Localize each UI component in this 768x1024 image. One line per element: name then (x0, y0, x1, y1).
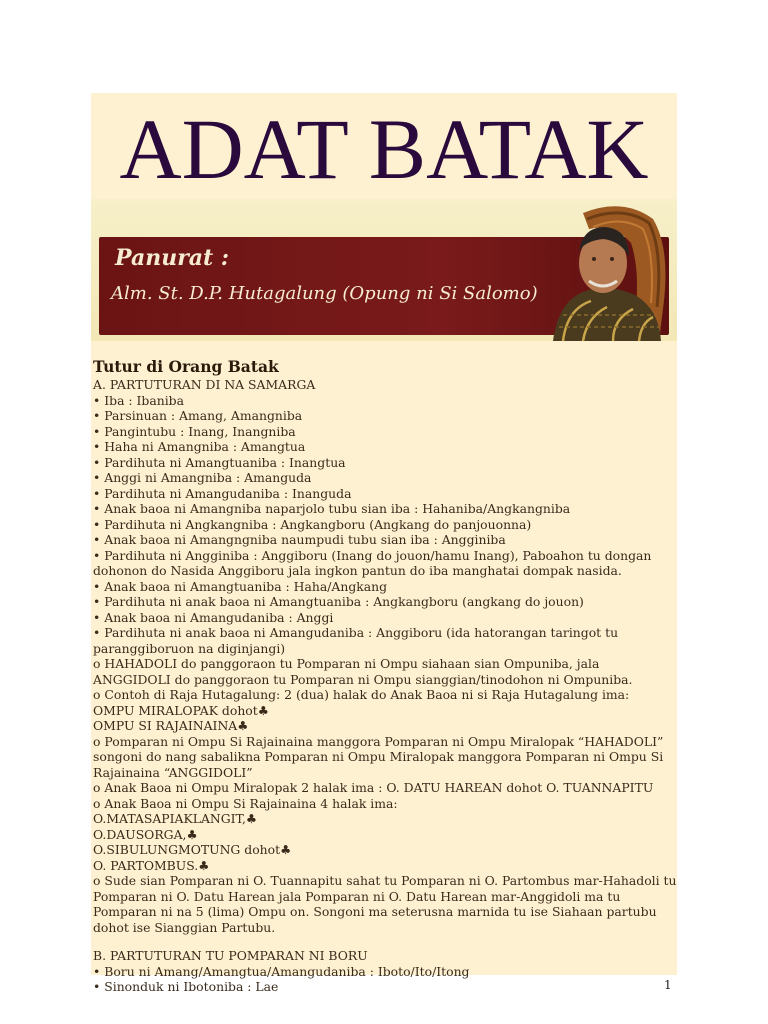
author-banner (91, 199, 677, 341)
list-item: • Haha ni Amangniba : Amangtua (93, 439, 306, 454)
list-item: o HAHADOLI do panggoraon tu Pomparan ni Ompu siahaan sian Ompuniba, jala ANGGIDOLI do panggoraon tu Pomparan ni Ompu sianggian/tinodohon ni Ompuniba. (93, 656, 633, 687)
section-title: Tutur di Orang Batak (93, 357, 279, 376)
list-item: O.DAUSORGA,♣ (93, 826, 198, 842)
list-item: • Pardihuta ni Angkangniba : Angkangboru (Angkang do panjouonna) (93, 516, 532, 532)
list-item: • Boru ni Amang/Amangtua/Amangudaniba : Iboto/Ito/Itong (93, 963, 470, 979)
list-item: o Anak Baoa ni Ompu Si Rajainaina 4 halak ima: (93, 795, 398, 811)
list-item: • Pardihuta ni Amangtuaniba : Inangtua (93, 454, 346, 470)
content-area (93, 357, 677, 995)
list-item: O. PARTOMBUS.♣ (93, 857, 210, 873)
list-item: OMPU MIRALOPAK dohot♣ (93, 702, 269, 718)
list-item: o Pomparan ni Ompu Si Rajainaina manggora Pomparan ni Ompu Miralopak “HAHADOLI” songoni do nang sabaliknа Pomparan ni Ompu Miralopak manggora Pomparan ni Ompu Si Rajainaina “ANGGIDOLI” (93, 733, 664, 780)
list-item: o Contoh di Raja Hutagalung: 2 (dua) halak do Anak Baoa ni si Raja Hutagalung ima: (93, 687, 630, 702)
list-item: • Pardihuta ni anak baoa ni Amangudaniba : Anggiboru (ida hatorangan taringot tu paranggiboruon na diginjangi) (93, 625, 619, 656)
blank-line (93, 935, 677, 948)
subsection-heading: B. PARTUTURAN TU POMPARAN NI BORU (93, 948, 368, 963)
list-item: • Anggi ni Amangniba : Amanguda (93, 470, 312, 485)
page-number: 1 (664, 978, 672, 992)
list-item: • Pardihuta ni Amangudaniba : Inanguda (93, 485, 352, 501)
list-item: • Iba : Ibaniba (93, 392, 184, 408)
list-item: o Sude sian Pomparan ni O. Tuannapitu sahat tu Pomparan ni O. Partombus mar-Hahadoli tu Pomparan ni O. Datu Harean jala Pomparan ni O. Datu Harean mar-Anggidoli ma tu Pomparan ni na 5 (lima) Ompu on. Songoni ma seterusna marnida tu ise Siahaan partubu dohot ise Sianggian Partubu. (93, 873, 677, 935)
list-item: O.SIBULUNGMOTUNG dohot♣ (93, 842, 292, 857)
list-item: o Anak Baoa ni Ompu Miralopak 2 halak ima : O. DATU HAREAN dohot O. TUANNAPITU (93, 780, 654, 795)
list-item: • Anak baoa ni Amangniba naparjolo tubu sian iba : Hahaniba/Angkangniba (93, 501, 571, 516)
list-item: • Parsinuan : Amang, Amangniba (93, 408, 303, 423)
list-item: • Pardihuta ni Angginiba : Anggiboru (Inang do jouon/hamu Inang), Paboahon tu dongan dohonon do Nasida Anggiboru jala ingkon pantun do iba manghatai dompak nasida. (93, 547, 652, 578)
list-item: • Pardihuta ni anak baoa ni Amangtuaniba : Angkangboru (angkang do jouon) (93, 594, 584, 609)
list-item: • Sinonduk ni Ibotoniba : Lae (93, 979, 279, 994)
author-photo (463, 199, 677, 341)
document-title: ADAT BATAK (119, 101, 649, 197)
list-item: • Anak baoa ni Amangudaniba : Anggi (93, 609, 334, 625)
page-block (91, 93, 677, 994)
list-item: • Anak baoa ni Amangtuaniba : Haha/Angkang (93, 578, 388, 594)
list-item: O.MATASAPIAKLANGIT,♣ (93, 811, 258, 826)
list-item: OMPU SI RAJAINAINA♣ (93, 718, 249, 733)
banner-author: Alm. St. D.P. Hutagalung (Opung ni Si Salomo) (111, 283, 538, 304)
list-item: • Anak baoa ni Amangngniba naumpudi tubu sian iba : Angginiba (93, 532, 506, 547)
banner-label: Panurat : (115, 245, 229, 271)
subsection-heading: A. PARTUTURAN DI NA SAMARGA (93, 377, 316, 392)
list-item: • Pangintubu : Inang, Inangniba (93, 423, 296, 439)
